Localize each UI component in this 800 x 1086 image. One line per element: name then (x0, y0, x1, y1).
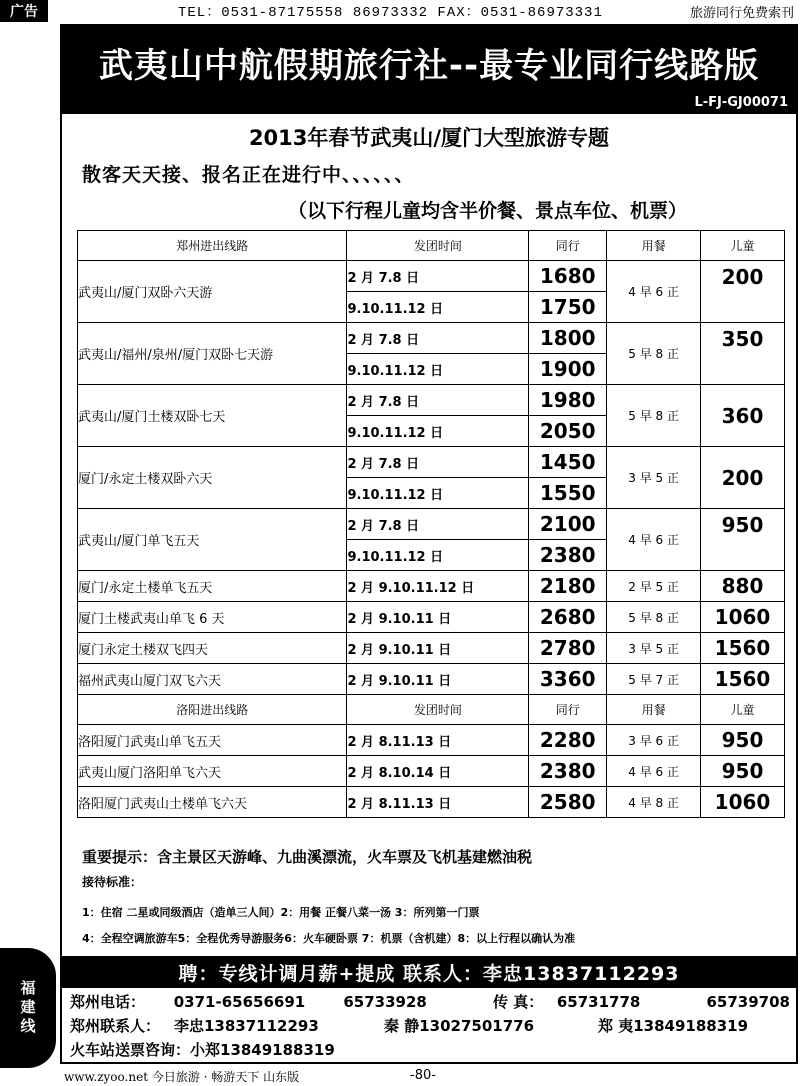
table-header-row (78, 695, 785, 725)
ticket-delivery-contact: 火车站送票咨询：小郑13849188319 (70, 1041, 335, 1059)
contact-row-ticket (70, 1038, 790, 1062)
peer-price: 2050 (529, 416, 607, 447)
departure-date: 2 月 7.8 日 (347, 261, 529, 292)
route-name: 洛阳厦门武夷山土楼单飞六天 (78, 787, 347, 818)
table-row (78, 509, 785, 540)
departure-date: 2 月 9.10.11 日 (347, 633, 529, 664)
standard-items-1: 1：住宿 二星或同级酒店（造单三人间）2：用餐 正餐八菜一汤 3：所列第一门票 (82, 906, 480, 919)
departure-date: 9.10.11.12 日 (347, 416, 529, 447)
route-table (77, 230, 785, 818)
peer-price: 2100 (529, 509, 607, 540)
side-tab-label: 福建线 (18, 979, 37, 1037)
child-price: 1060 (701, 787, 785, 818)
child-price: 200 (701, 447, 785, 509)
table-row (78, 447, 785, 478)
child-price: 1060 (701, 602, 785, 633)
contact-row-persons (70, 1014, 790, 1038)
departure-date: 2 月 7.8 日 (347, 447, 529, 478)
departure-date: 2 月 9.10.11 日 (347, 602, 529, 633)
peer-price: 2580 (529, 787, 607, 818)
meal-plan: 3 早 5 正 (607, 633, 701, 664)
peer-price: 1680 (529, 261, 607, 292)
free-index-note: 旅游同行免费索刊 (689, 6, 794, 21)
child-policy-line: （以下行程儿童均含半价餐、景点车位、机票） (288, 200, 688, 222)
route-name: 武夷山/厦门双卧六天游 (78, 261, 347, 323)
header-cell: 发团时间 (347, 231, 529, 261)
peer-price: 2280 (529, 725, 607, 756)
departure-date: 9.10.11.12 日 (347, 354, 529, 385)
table-row (78, 756, 785, 787)
table-row (78, 571, 785, 602)
departure-date: 2 月 8.11.13 日 (347, 787, 529, 818)
contact-person: 郑 夷13849188319 (598, 1017, 749, 1035)
route-name: 洛阳厦门武夷山单飞五天 (78, 725, 347, 756)
meal-plan: 5 早 8 正 (607, 323, 701, 385)
table-header-row (78, 231, 785, 261)
standard-items-2: 4：全程空调旅游车5：全程优秀导游服务6：火车硬卧票 7：机票（含机建）8：以上行程以确认为准 (82, 932, 576, 945)
table-row (78, 664, 785, 695)
header-cell: 发团时间 (347, 695, 529, 725)
zhengzhou-section (78, 231, 785, 695)
fax-number: 65731778 (556, 993, 641, 1011)
fax-number: 65739708 (706, 993, 790, 1011)
footer-site: www.zyoo.net 今日旅游 · 畅游天下 山东版 (64, 1070, 300, 1084)
fax-label: 传 真： (492, 993, 544, 1011)
license-code: L-FJ-GJ00071 (694, 95, 788, 110)
daily-departure-line: 散客天天接、报名正在进行中、、、、、、 (82, 164, 415, 186)
peer-price: 1450 (529, 447, 607, 478)
header-cell: 郑州进出线路 (78, 231, 347, 261)
meal-plan: 3 早 5 正 (607, 447, 701, 509)
child-price: 200 (701, 261, 785, 323)
header-cell: 洛阳进出线路 (78, 695, 347, 725)
table-row (78, 323, 785, 354)
child-price: 880 (701, 571, 785, 602)
agency-title: 武夷山中航假期旅行社--最专业同行线路版 (98, 46, 760, 86)
departure-date: 2 月 9.10.11 日 (347, 664, 529, 695)
header-banner (62, 26, 796, 114)
peer-price: 2380 (529, 756, 607, 787)
peer-price: 1800 (529, 323, 607, 354)
ad-frame (60, 24, 798, 1064)
phone-label: 郑州电话： (70, 993, 146, 1011)
peer-price: 1550 (529, 478, 607, 509)
route-name: 厦门永定土楼双飞四天 (78, 633, 347, 664)
header-cell: 用餐 (607, 231, 701, 261)
recruit-banner: 聘：专线计调月薪+提成 联系人：李忠13837112293 (62, 956, 796, 988)
header-cell: 同行 (529, 695, 607, 725)
departure-date: 2 月 7.8 日 (347, 385, 529, 416)
route-name: 厦门土楼武夷山单飞 6 天 (78, 602, 347, 633)
route-name: 厦门/永定土楼单飞五天 (78, 571, 347, 602)
reception-standard-label: 接待标准： (82, 875, 143, 889)
peer-price: 1980 (529, 385, 607, 416)
child-price: 1560 (701, 664, 785, 695)
route-name: 武夷山/厦门土楼双卧七天 (78, 385, 347, 447)
ad-tag: 广告 (0, 0, 48, 22)
notes-section (82, 846, 782, 946)
table-row (78, 787, 785, 818)
child-price: 950 (701, 756, 785, 787)
route-name: 厦门/永定土楼双卧六天 (78, 447, 347, 509)
peer-price: 2780 (529, 633, 607, 664)
peer-price: 2180 (529, 571, 607, 602)
peer-price: 1750 (529, 292, 607, 323)
departure-date: 2 月 7.8 日 (347, 509, 529, 540)
contact-row-phone (70, 990, 790, 1014)
departure-date: 2 月 9.10.11.12 日 (347, 571, 529, 602)
departure-date: 2 月 8.11.13 日 (347, 725, 529, 756)
header-cell: 同行 (529, 231, 607, 261)
meal-plan: 3 早 6 正 (607, 725, 701, 756)
route-name: 武夷山/厦门单飞五天 (78, 509, 347, 571)
subject-title: 2013年春节武夷山/厦门大型旅游专题 (248, 126, 610, 150)
table-row (78, 633, 785, 664)
table-row (78, 385, 785, 416)
header-cell: 儿童 (701, 231, 785, 261)
departure-date: 9.10.11.12 日 (347, 478, 529, 509)
route-name: 福州武夷山厦门双飞六天 (78, 664, 347, 695)
header-cell: 儿童 (701, 695, 785, 725)
peer-price: 2380 (529, 540, 607, 571)
top-bar (0, 0, 800, 22)
important-note: 重要提示：含主景区天游峰、九曲溪漂流，火车票及飞机基建燃油税 (82, 848, 533, 866)
departure-date: 9.10.11.12 日 (347, 540, 529, 571)
meal-plan: 4 早 6 正 (607, 756, 701, 787)
contacts-block (70, 990, 790, 1062)
route-name: 武夷山/福州/泉州/厦门双卧七天游 (78, 323, 347, 385)
child-price: 1560 (701, 633, 785, 664)
table-row (78, 725, 785, 756)
tel-fax: TEL：0531-87175558 86973332 FAX：0531-86973331 (178, 5, 603, 21)
table-row (78, 602, 785, 633)
child-price: 350 (701, 323, 785, 385)
child-price: 360 (701, 385, 785, 447)
meal-plan: 4 早 8 正 (607, 787, 701, 818)
peer-price: 3360 (529, 664, 607, 695)
peer-price: 1900 (529, 354, 607, 385)
departure-date: 2 月 8.10.14 日 (347, 756, 529, 787)
departure-date: 9.10.11.12 日 (347, 292, 529, 323)
child-price: 950 (701, 509, 785, 571)
contact-person: 秦 静13027501776 (384, 1017, 535, 1035)
meal-plan: 5 早 8 正 (607, 385, 701, 447)
page-number: -80- (410, 1068, 436, 1083)
table-row (78, 261, 785, 292)
phone-number: 65733928 (343, 993, 427, 1011)
route-name: 武夷山厦门洛阳单飞六天 (78, 756, 347, 787)
meal-plan: 2 早 5 正 (607, 571, 701, 602)
meal-plan: 5 早 7 正 (607, 664, 701, 695)
header-cell: 用餐 (607, 695, 701, 725)
peer-price: 2680 (529, 602, 607, 633)
contact-label: 郑州联系人： (70, 1017, 161, 1035)
meal-plan: 4 早 6 正 (607, 261, 701, 323)
contact-person: 李忠13837112293 (174, 1017, 319, 1035)
luoyang-section (78, 695, 785, 818)
child-price: 950 (701, 725, 785, 756)
meal-plan: 5 早 8 正 (607, 602, 701, 633)
fujian-line-tab (0, 948, 56, 1068)
departure-date: 2 月 7.8 日 (347, 323, 529, 354)
meal-plan: 4 早 6 正 (607, 509, 701, 571)
phone-number: 0371-65656691 (173, 993, 306, 1011)
